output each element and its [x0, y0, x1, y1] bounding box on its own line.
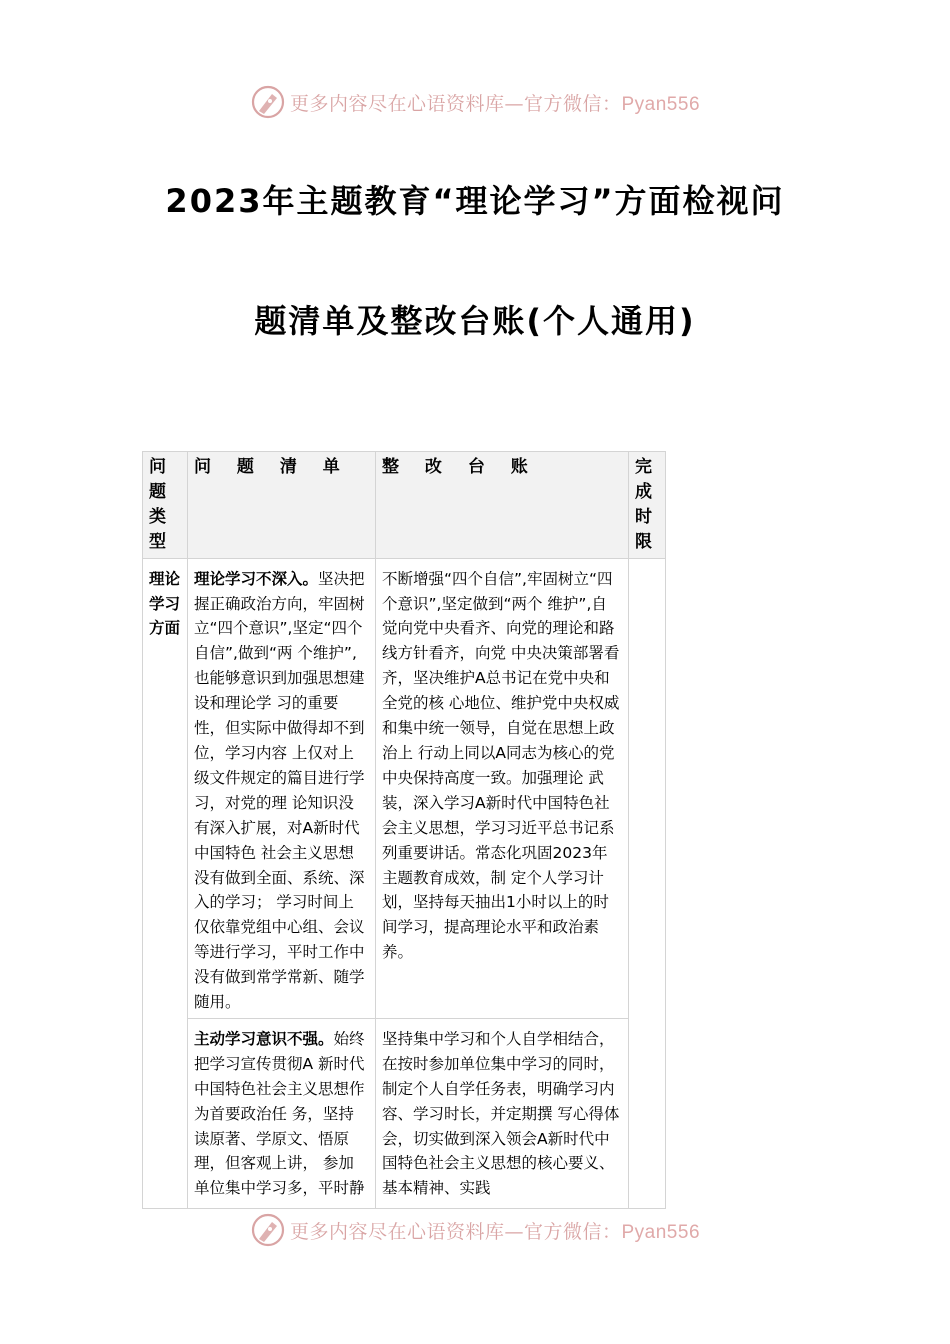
watermark-header — [0, 82, 950, 122]
watermark-footer — [0, 1210, 950, 1250]
header-issue: 问 题 清 单 — [188, 452, 376, 559]
table-row — [143, 558, 666, 1018]
header-type: 问题类型 — [143, 452, 188, 559]
issue-lead: 理论学习不深入。 — [194, 569, 319, 588]
pen-nib-logo-icon — [250, 84, 286, 120]
watermark-text: 更多内容尽在心语资料库—官方微信：Pyan556 — [289, 92, 701, 115]
issue-body: 始终把学习宣传贯彻A 新时代中国特色社会主义思想作为首要政治任 务，坚持读原著、学原文、悟原理，但客观上讲， 参加单位集中学习多，平时静 — [194, 1029, 365, 1198]
table-row — [143, 1018, 666, 1208]
issue-cell — [188, 1018, 376, 1208]
pen-nib-logo-icon — [250, 1212, 286, 1248]
page-title-line-1: 2023年主题教育“理论学习”方面检视问 — [165, 182, 785, 220]
issue-body: 坚决把握正确政治方向，牢固树立“四个意识”,坚定“四个自信”,做到“两 个维护”,也能够意识到加强思想建设和理论学 习的重要性，但实际中做得却不到位，学习内容 上仅对上级文件规定的篇目进行学习，对党的理 论知识没有深入扩展，对A新时代中国特色 社会主义思想没有做到全面、系统、深入的学习； 学习时间上仅依靠党组中心组、会议等进行学习，平时工作中没有做到常学常新、随学随用。 — [194, 569, 365, 1012]
fix-cell: 不断增强“四个自信”,牢固树立“四个意识”,坚定做到“两个 维护”,自觉向党中央看齐、向党的理论和路线方针看齐，向党 中央决策部署看齐，坚决维护A总书记在党中央和全党的核 心地位、维护党中央权威和集中统一领导，自觉在思想上政治上 行动上同以A同志为核心的党中央保持高度一致。加强理论 武装，深入学习A新时代中国特色社会主义思想，学习习近平总书记系列重要讲话。常态化巩固2023年主题教育成效，制 定个人学习计划，坚持每天抽出1小时以上的时间学习，提高理论水平和政治素养。 — [376, 558, 629, 1018]
page-title-line-2: 题清单及整改台账(个人通用) — [254, 302, 696, 340]
issue-cell — [188, 558, 376, 1018]
category-cell: 理论学习方面 — [143, 558, 188, 1208]
deadline-cell — [629, 558, 666, 1208]
header-fix: 整 改 台 账 — [376, 452, 629, 559]
issue-lead: 主动学习意识不强。 — [194, 1029, 334, 1048]
fix-cell — [376, 1018, 629, 1208]
table-header-row — [143, 452, 666, 559]
watermark-wechat-id: Pyan556 — [621, 93, 701, 115]
watermark-text: 更多内容尽在心语资料库—官方微信：Pyan556 — [289, 1220, 701, 1243]
watermark-wechat-id: Pyan556 — [621, 1221, 701, 1243]
header-deadline: 完成时限 — [629, 452, 666, 559]
fix-text: 坚持集中学习和个人自学相结合，在按时参加单位集中学习的同时，制定个人自学任务表，明确学习内容、学习时长，并定期撰 写心得体会，切实做到深入领会A新时代中国特色社会主义思想的核心要义、基本精神、实践 — [382, 1029, 620, 1198]
rectification-table — [142, 451, 666, 1209]
